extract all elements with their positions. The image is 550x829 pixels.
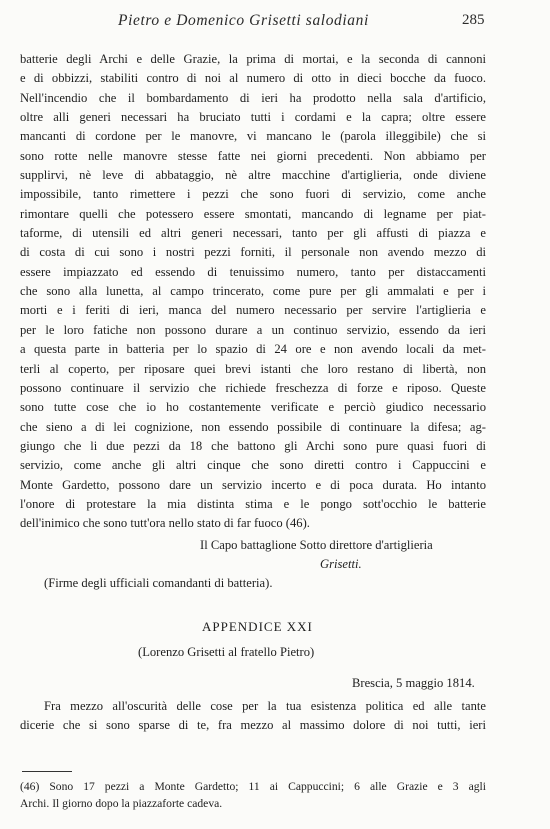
signature-note: (Firme degli ufficiali comandanti di batteria). [44, 576, 273, 590]
body-text [20, 50, 486, 534]
body-line: mancanti di cordone per le manovre, vi mancano le (parola illeggibile) che si [20, 129, 486, 144]
body-line: l'onore di protestare la mia distinta stima e le pongo sott'occhio le batterie [20, 496, 486, 511]
body-line: terli al coperto, per riposare quei brevi istanti che loro restano di libertà, non [20, 361, 486, 376]
footnote [20, 778, 486, 812]
body-line: batterie degli Archi e delle Grazie, la prima di mortai, e la seconda di cannoni [20, 52, 486, 66]
body-line: Nell'incendio che il bombardamento di ieri ha prodotto nella sala d'artificio, [20, 90, 486, 105]
body-line: di costa di cui sono i nostri pezzi forniti, il personale non avendo mezzo di [20, 245, 486, 260]
body-line: taforme, di utensili ed altri generi necessari, tanto per gli affusti di piazza e [20, 226, 486, 241]
signature-title: Il Capo battaglione Sotto direttore d'artiglieria [200, 538, 433, 552]
body-line: supplirvi, nè leve di abbataggio, nè altre macchine d'artiglieria, onde diviene [20, 168, 486, 183]
body-line: a questa parte in batteria per lo spazio di 24 ore e non avendo locali da met- [20, 342, 486, 357]
signature-name: Grisetti. [320, 557, 362, 571]
body-line: che sono alla lunetta, al campo trincerato, come pure per gli ammalati e per i [20, 284, 486, 299]
body-line: impossibile, tanto rimettere i pezzi che sono fuori di servizio, come anche [20, 187, 486, 202]
body-line: sono tutte cose che io ho costantemente verificate e perciò giudico necessario [20, 400, 486, 415]
body-line: Monte Gardetto, possono dare un servizio incerto e di poca durata. Ho intanto [20, 477, 486, 492]
body-line: per le loro fatiche non possono durare a un continuo servizio, essendo da ieri [20, 322, 486, 337]
body-line: morti e i feriti di ieri, manca del numero necessario per servire l'artiglieria e [20, 303, 486, 318]
body-line: possono continuare il servizio che richiede freschezza di forze e riposo. Queste [20, 380, 486, 395]
body-line: servizio, come anche gli altri cinque che sono diretti contro i Cappuccini e [20, 458, 486, 473]
body-line: giungo che li due pezzi da 18 che battono gli Archi sono pure quasi fuori di [20, 438, 486, 453]
body-line: dell'inimico che sono tutt'ora nello stato di far fuoco (46). [20, 516, 310, 531]
body-line: e di obbizzi, stabiliti contro di noi al numero di otto in dieci bocche da fuoco. [20, 71, 486, 86]
letter-line: dicerie che si sono sparse di te, fra mezzo al massimo dolore di noi tutti, ieri [20, 718, 486, 733]
running-head: Pietro e Domenico Grisetti salodiani [118, 12, 369, 29]
page-header [0, 12, 550, 34]
appendix-title: APPENDICE XXI [202, 619, 313, 634]
footnote-separator [22, 771, 72, 772]
body-line: essere impiazzato ed essendo di tenuissimo numero, tanto per distaccamenti [20, 264, 486, 279]
appendix-subtitle: (Lorenzo Grisetti al fratello Pietro) [138, 645, 315, 659]
letter-dateline: Brescia, 5 maggio 1814. [352, 676, 475, 690]
footnote-line: (46) Sono 17 pezzi a Monte Gardetto; 11 ai Cappuccini; 6 alle Grazie e 3 agli [20, 780, 486, 793]
footnote-line: Archi. Il giorno dopo la piazzaforte cadeva. [20, 797, 223, 810]
body-line: oltre alli generi necessari ha bruciato tutti i cordami e la capra; oltre essere [20, 110, 486, 125]
body-line: che sieno a di lei cognizione, non essendo possibile di continuare la difesa; ag- [20, 419, 486, 434]
letter-line: Fra mezzo all'oscurità delle cose per la tua esistenza politica ed alle tante [44, 699, 486, 713]
body-line: rimontare quelli che potessero essere smontati, mancando di legname per piat- [20, 206, 486, 221]
letter-text [20, 697, 486, 736]
page-number: 285 [462, 12, 485, 28]
body-line: sono rotte nelle manovre stesse fatte nei giorni precedenti. Non abbiamo per [20, 148, 486, 163]
